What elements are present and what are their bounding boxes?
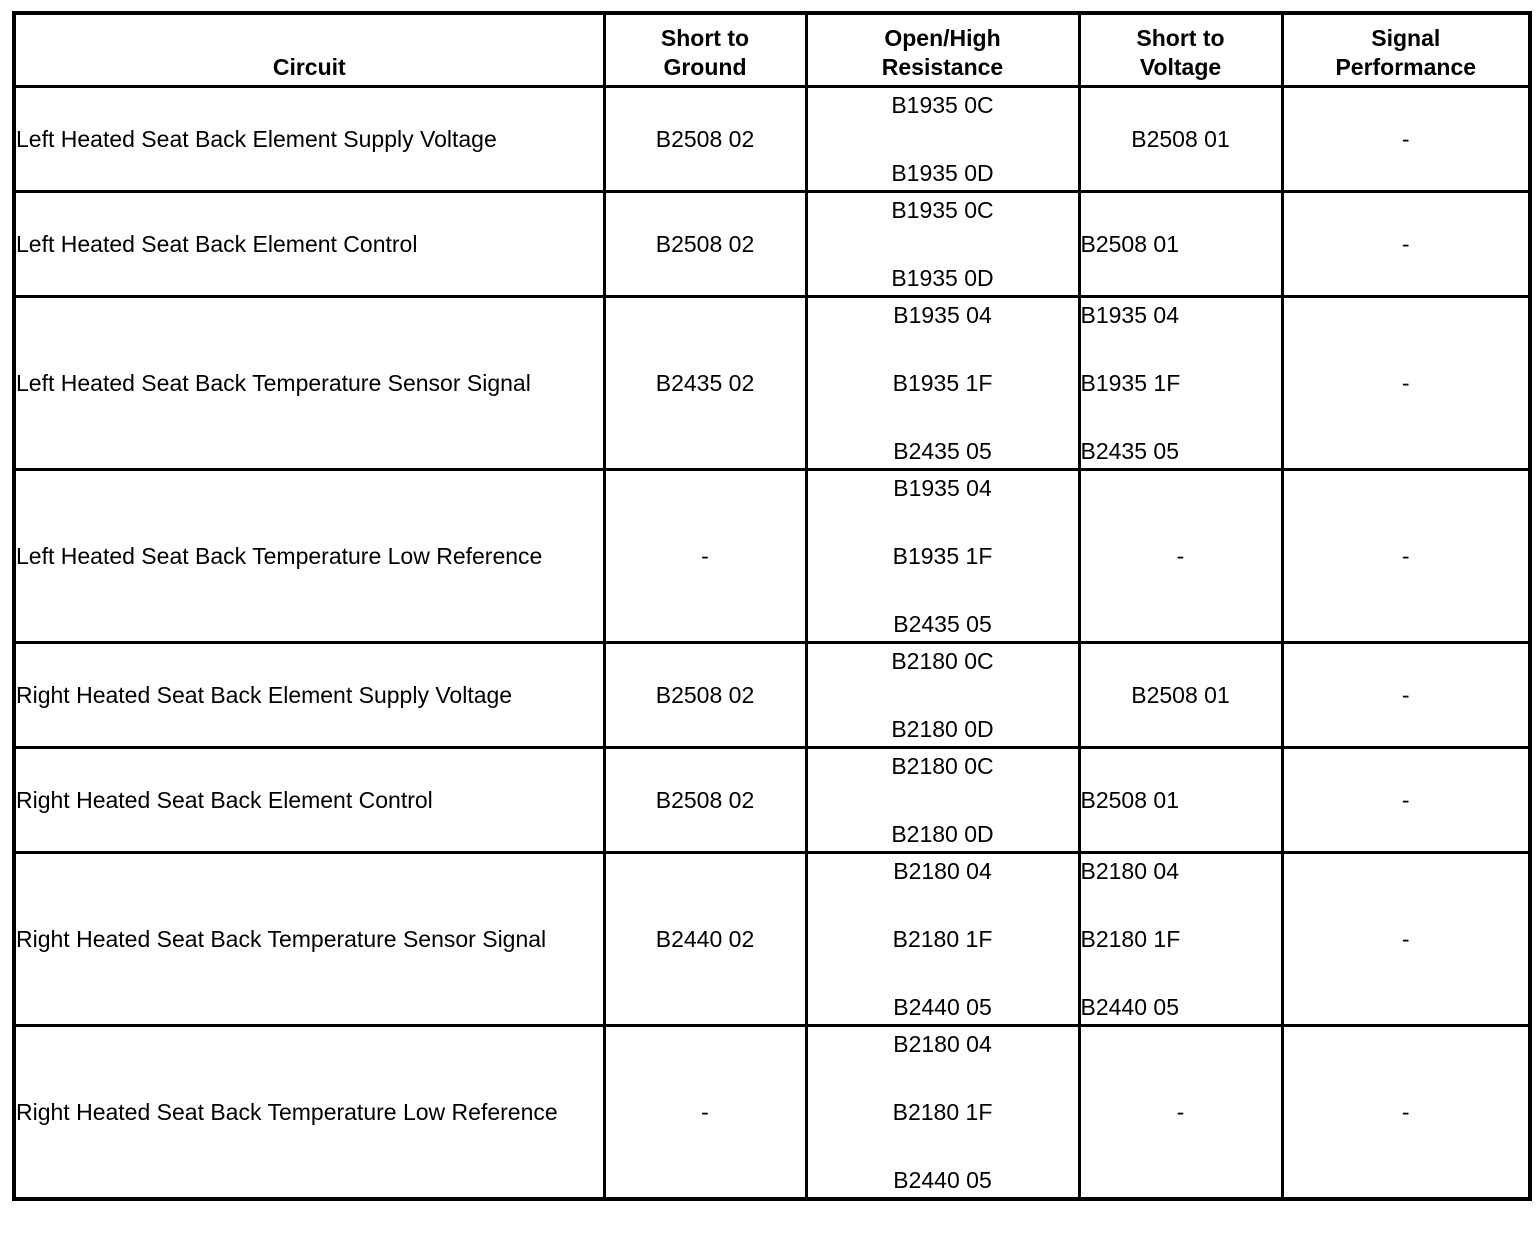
table-row: [14, 853, 1530, 1026]
header-short-to-ground: [604, 13, 806, 87]
short-to-voltage-cell: [1079, 297, 1282, 470]
open-high-resistance-cell: [806, 192, 1079, 297]
dtc-code: B1935 0C: [891, 196, 994, 223]
open-high-resistance-cell: [806, 748, 1079, 853]
table-row: [14, 192, 1530, 297]
table-row: [14, 297, 1530, 470]
header-line: Signal: [1371, 25, 1441, 51]
signal-performance-cell: -: [1282, 853, 1530, 1026]
dtc-code: B2440 05: [1080, 993, 1179, 1020]
dtc-code: B1935 0D: [891, 264, 994, 291]
circuit-cell: Left Heated Seat Back Element Control: [14, 192, 604, 297]
table-row: [14, 470, 1530, 643]
open-high-resistance-cell: [806, 297, 1079, 470]
short-to-ground-cell: B2508 02: [604, 87, 806, 192]
header-circuit-line: Circuit: [272, 54, 346, 80]
dtc-code: B2180 04: [893, 857, 992, 884]
header-line: Short to: [660, 25, 750, 51]
circuit-cell: Right Heated Seat Back Element Control: [14, 748, 604, 853]
header-line: Voltage: [1139, 54, 1222, 80]
dtc-code: B1935 04: [893, 474, 992, 501]
dtc-code: B1935 1F: [1080, 369, 1181, 396]
open-high-resistance-cell: [806, 470, 1079, 643]
circuit-cell: Right Heated Seat Back Temperature Sensor Signal: [14, 853, 604, 1026]
dtc-code: B1935 0D: [891, 159, 994, 186]
short-to-ground-cell: B2508 02: [604, 643, 806, 748]
short-to-voltage-cell: B2508 01: [1079, 643, 1282, 748]
short-to-voltage-cell: [1079, 853, 1282, 1026]
header-line: Resistance: [881, 54, 1004, 80]
header-row: [14, 13, 1530, 87]
dtc-code: B2440 05: [893, 993, 992, 1020]
dtc-code: B2435 05: [893, 610, 992, 637]
table-row: [14, 1026, 1530, 1200]
open-high-resistance-cell: [806, 853, 1079, 1026]
open-high-resistance-cell: [806, 643, 1079, 748]
circuit-cell: Right Heated Seat Back Temperature Low Reference: [14, 1026, 604, 1200]
signal-performance-cell: -: [1282, 192, 1530, 297]
short-to-ground-cell: B2508 02: [604, 192, 806, 297]
dtc-code: B2180 1F: [1080, 925, 1181, 952]
short-to-ground-cell: B2508 02: [604, 748, 806, 853]
short-to-voltage-cell: B2508 01: [1079, 87, 1282, 192]
dtc-code: B2180 0C: [891, 752, 994, 779]
dtc-code: B2180 0C: [891, 647, 994, 674]
table-body: [14, 87, 1530, 1200]
dtc-code: B2180 1F: [892, 925, 993, 952]
table-row: [14, 643, 1530, 748]
open-high-resistance-cell: [806, 1026, 1079, 1200]
short-to-voltage-cell: -: [1079, 470, 1282, 643]
dtc-code: B1935 1F: [892, 542, 993, 569]
dtc-code: B2435 05: [893, 437, 992, 464]
table-row: [14, 748, 1530, 853]
signal-performance-cell: -: [1282, 470, 1530, 643]
header-line: Performance: [1335, 54, 1477, 80]
short-to-ground-cell: B2440 02: [604, 853, 806, 1026]
table-row: [14, 87, 1530, 192]
header-line: Ground: [663, 54, 747, 80]
dtc-code: B2440 05: [893, 1166, 992, 1193]
signal-performance-cell: -: [1282, 643, 1530, 748]
header-line: Open/High: [884, 25, 1001, 51]
signal-performance-cell: -: [1282, 1026, 1530, 1200]
dtc-code: B2180 04: [1080, 857, 1179, 884]
header-signal-performance: [1282, 13, 1530, 87]
dtc-code: B1935 04: [893, 301, 992, 328]
table-header: [14, 13, 1530, 87]
header-circuit: [14, 13, 604, 87]
short-to-voltage-cell: -: [1079, 1026, 1282, 1200]
signal-performance-cell: -: [1282, 748, 1530, 853]
short-to-voltage-cell: B2508 01: [1079, 192, 1282, 297]
header-short-to-voltage: [1079, 13, 1282, 87]
dtc-code: B1935 04: [1080, 301, 1179, 328]
short-to-ground-cell: -: [604, 470, 806, 643]
circuit-cell: Left Heated Seat Back Element Supply Voltage: [14, 87, 604, 192]
header-open-high-resistance: [806, 13, 1079, 87]
header-line: Short to: [1136, 25, 1225, 51]
signal-performance-cell: -: [1282, 87, 1530, 192]
short-to-ground-cell: -: [604, 1026, 806, 1200]
circuit-cell: Right Heated Seat Back Element Supply Voltage: [14, 643, 604, 748]
dtc-code: B1935 0C: [891, 91, 994, 118]
dtc-code: B2180 1F: [892, 1098, 993, 1125]
circuit-cell: Left Heated Seat Back Temperature Low Reference: [14, 470, 604, 643]
short-to-voltage-cell: B2508 01: [1079, 748, 1282, 853]
dtc-code: B2435 05: [1080, 437, 1179, 464]
open-high-resistance-cell: [806, 87, 1079, 192]
dtc-code: B2180 04: [893, 1030, 992, 1057]
dtc-circuit-table: [12, 11, 1532, 1201]
short-to-ground-cell: B2435 02: [604, 297, 806, 470]
dtc-code: B2180 0D: [891, 715, 994, 742]
circuit-cell: Left Heated Seat Back Temperature Sensor Signal: [14, 297, 604, 470]
signal-performance-cell: -: [1282, 297, 1530, 470]
dtc-code: B1935 1F: [892, 369, 993, 396]
dtc-code: B2180 0D: [891, 820, 994, 847]
